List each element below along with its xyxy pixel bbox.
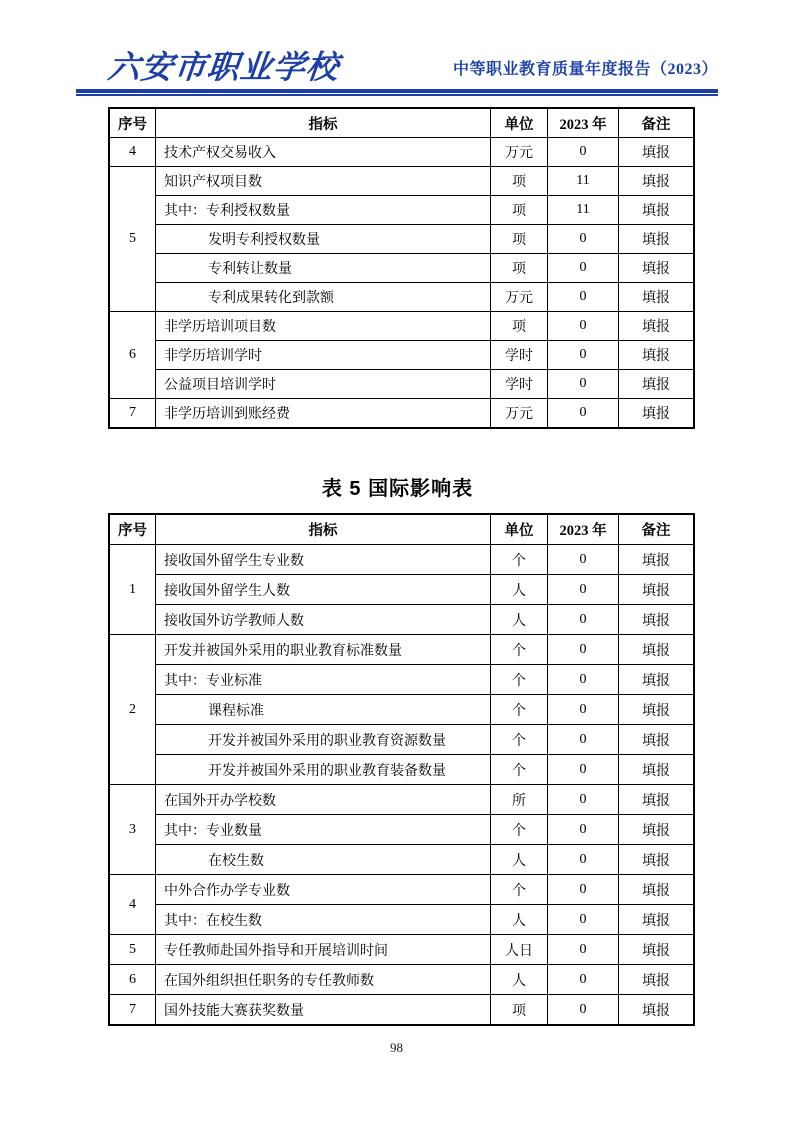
cell-year-value: 0 bbox=[548, 695, 619, 725]
cell-year-value: 0 bbox=[548, 575, 619, 605]
table-row bbox=[109, 815, 694, 845]
table-row bbox=[109, 725, 694, 755]
cell-year-value: 0 bbox=[548, 399, 619, 429]
column-header-note: 备注 bbox=[619, 514, 695, 545]
table-header bbox=[109, 514, 694, 545]
cell-note: 填报 bbox=[619, 254, 695, 283]
cell-note: 填报 bbox=[619, 283, 695, 312]
cell-indicator: 在国外组织担任职务的专任教师数 bbox=[156, 965, 491, 995]
table-row bbox=[109, 755, 694, 785]
cell-note: 填报 bbox=[619, 935, 695, 965]
table-body bbox=[109, 545, 694, 1026]
table-row bbox=[109, 254, 694, 283]
cell-indicator: 开发并被国外采用的职业教育标准数量 bbox=[156, 635, 491, 665]
cell-note: 填报 bbox=[619, 167, 695, 196]
column-header-year: 2023 年 bbox=[548, 108, 619, 138]
cell-note: 填报 bbox=[619, 312, 695, 341]
page-number: 98 bbox=[390, 1040, 403, 1055]
school-logo: 六安市职业学校 bbox=[106, 48, 342, 86]
cell-indicator: 开发并被国外采用的职业教育装备数量 bbox=[156, 755, 491, 785]
cell-indicator: 非学历培训学时 bbox=[156, 341, 491, 370]
cell-indicator: 其中：专业标准 bbox=[156, 665, 491, 695]
cell-year-value: 0 bbox=[548, 138, 619, 167]
table-row bbox=[109, 605, 694, 635]
cell-note: 填报 bbox=[619, 725, 695, 755]
cell-note: 填报 bbox=[619, 635, 695, 665]
table-row bbox=[109, 312, 694, 341]
table-row bbox=[109, 845, 694, 875]
table-row bbox=[109, 875, 694, 905]
cell-note: 填报 bbox=[619, 341, 695, 370]
table-row bbox=[109, 225, 694, 254]
indicator-table-continued bbox=[108, 107, 695, 429]
cell-indicator: 接收国外留学生人数 bbox=[156, 575, 491, 605]
cell-indicator: 接收国外访学教师人数 bbox=[156, 605, 491, 635]
cell-unit: 个 bbox=[491, 755, 548, 785]
table-row bbox=[109, 785, 694, 815]
cell-year-value: 0 bbox=[548, 965, 619, 995]
cell-year-value: 0 bbox=[548, 312, 619, 341]
cell-year-value: 0 bbox=[548, 254, 619, 283]
cell-unit: 个 bbox=[491, 725, 548, 755]
cell-note: 填报 bbox=[619, 995, 695, 1026]
cell-unit: 人 bbox=[491, 845, 548, 875]
table5-title: 表 5 国际影响表 bbox=[321, 478, 474, 500]
cell-year-value: 0 bbox=[548, 815, 619, 845]
cell-year-value: 11 bbox=[548, 167, 619, 196]
cell-indicator: 中外合作办学专业数 bbox=[156, 875, 491, 905]
cell-indicator: 课程标准 bbox=[156, 695, 491, 725]
cell-indicator: 接收国外留学生专业数 bbox=[156, 545, 491, 575]
cell-indicator: 国外技能大赛获奖数量 bbox=[156, 995, 491, 1026]
column-header-indicator: 指标 bbox=[156, 108, 491, 138]
cell-note: 填报 bbox=[619, 845, 695, 875]
cell-indicator: 公益项目培训学时 bbox=[156, 370, 491, 399]
cell-year-value: 0 bbox=[548, 370, 619, 399]
cell-year-value: 0 bbox=[548, 341, 619, 370]
cell-unit: 项 bbox=[491, 167, 548, 196]
cell-unit: 项 bbox=[491, 312, 548, 341]
cell-year-value: 0 bbox=[548, 283, 619, 312]
table-body bbox=[109, 138, 694, 429]
table-header-row bbox=[109, 514, 694, 545]
cell-serial-number: 5 bbox=[109, 167, 156, 312]
column-header-year: 2023 年 bbox=[548, 514, 619, 545]
cell-serial-number: 6 bbox=[109, 965, 156, 995]
cell-unit: 人 bbox=[491, 965, 548, 995]
cell-serial-number: 7 bbox=[109, 399, 156, 429]
cell-note: 填报 bbox=[619, 815, 695, 845]
cell-year-value: 0 bbox=[548, 935, 619, 965]
column-header-unit: 单位 bbox=[491, 108, 548, 138]
column-header-serial: 序号 bbox=[109, 514, 156, 545]
cell-unit: 人 bbox=[491, 575, 548, 605]
cell-note: 填报 bbox=[619, 785, 695, 815]
cell-unit: 人 bbox=[491, 905, 548, 935]
cell-year-value: 11 bbox=[548, 196, 619, 225]
cell-unit: 项 bbox=[491, 225, 548, 254]
cell-year-value: 0 bbox=[548, 845, 619, 875]
cell-indicator: 其中：在校生数 bbox=[156, 905, 491, 935]
cell-note: 填报 bbox=[619, 399, 695, 429]
cell-unit: 万元 bbox=[491, 283, 548, 312]
table-row bbox=[109, 965, 694, 995]
cell-indicator: 在校生数 bbox=[156, 845, 491, 875]
cell-indicator: 发明专利授权数量 bbox=[156, 225, 491, 254]
table-row bbox=[109, 167, 694, 196]
cell-indicator: 技术产权交易收入 bbox=[156, 138, 491, 167]
cell-note: 填报 bbox=[619, 605, 695, 635]
cell-note: 填报 bbox=[619, 875, 695, 905]
cell-unit: 项 bbox=[491, 196, 548, 225]
cell-note: 填报 bbox=[619, 755, 695, 785]
cell-unit: 个 bbox=[491, 875, 548, 905]
cell-serial-number: 3 bbox=[109, 785, 156, 875]
cell-serial-number: 2 bbox=[109, 635, 156, 785]
cell-year-value: 0 bbox=[548, 545, 619, 575]
column-header-indicator: 指标 bbox=[156, 514, 491, 545]
table-row bbox=[109, 995, 694, 1026]
cell-indicator: 专利转让数量 bbox=[156, 254, 491, 283]
header-rule-thick bbox=[76, 89, 718, 93]
table-row bbox=[109, 545, 694, 575]
cell-unit: 人 bbox=[491, 605, 548, 635]
cell-serial-number: 4 bbox=[109, 138, 156, 167]
column-header-note: 备注 bbox=[619, 108, 695, 138]
cell-year-value: 0 bbox=[548, 875, 619, 905]
report-title: 中等职业教育质量年度报告（2023） bbox=[452, 61, 718, 79]
cell-note: 填报 bbox=[619, 225, 695, 254]
cell-unit: 个 bbox=[491, 545, 548, 575]
cell-year-value: 0 bbox=[548, 905, 619, 935]
cell-year-value: 0 bbox=[548, 225, 619, 254]
cell-unit: 个 bbox=[491, 815, 548, 845]
cell-indicator: 其中：专业数量 bbox=[156, 815, 491, 845]
cell-unit: 所 bbox=[491, 785, 548, 815]
cell-indicator: 知识产权项目数 bbox=[156, 167, 491, 196]
page-header bbox=[76, 48, 718, 96]
column-header-serial: 序号 bbox=[109, 108, 156, 138]
cell-note: 填报 bbox=[619, 575, 695, 605]
cell-unit: 学时 bbox=[491, 370, 548, 399]
cell-serial-number: 5 bbox=[109, 935, 156, 965]
cell-note: 填报 bbox=[619, 545, 695, 575]
table-row bbox=[109, 370, 694, 399]
cell-indicator: 在国外开办学校数 bbox=[156, 785, 491, 815]
table-row bbox=[109, 935, 694, 965]
international-influence-table bbox=[108, 513, 695, 1026]
table-row bbox=[109, 575, 694, 605]
table-row bbox=[109, 695, 694, 725]
cell-unit: 万元 bbox=[491, 399, 548, 429]
table-row bbox=[109, 283, 694, 312]
cell-note: 填报 bbox=[619, 695, 695, 725]
cell-note: 填报 bbox=[619, 965, 695, 995]
cell-year-value: 0 bbox=[548, 635, 619, 665]
cell-note: 填报 bbox=[619, 665, 695, 695]
cell-indicator: 其中：专利授权数量 bbox=[156, 196, 491, 225]
cell-unit: 个 bbox=[491, 635, 548, 665]
table-header-row bbox=[109, 108, 694, 138]
cell-note: 填报 bbox=[619, 138, 695, 167]
table-row bbox=[109, 665, 694, 695]
cell-note: 填报 bbox=[619, 905, 695, 935]
cell-year-value: 0 bbox=[548, 725, 619, 755]
cell-unit: 项 bbox=[491, 254, 548, 283]
table-row bbox=[109, 341, 694, 370]
table-row bbox=[109, 138, 694, 167]
cell-note: 填报 bbox=[619, 370, 695, 399]
table-row bbox=[109, 905, 694, 935]
cell-year-value: 0 bbox=[548, 605, 619, 635]
cell-year-value: 0 bbox=[548, 665, 619, 695]
table-row bbox=[109, 399, 694, 429]
cell-indicator: 非学历培训到账经费 bbox=[156, 399, 491, 429]
cell-unit: 个 bbox=[491, 665, 548, 695]
cell-unit: 个 bbox=[491, 695, 548, 725]
cell-year-value: 0 bbox=[548, 995, 619, 1026]
table-row bbox=[109, 196, 694, 225]
cell-serial-number: 6 bbox=[109, 312, 156, 399]
table-header bbox=[109, 108, 694, 138]
cell-note: 填报 bbox=[619, 196, 695, 225]
cell-unit: 万元 bbox=[491, 138, 548, 167]
column-header-unit: 单位 bbox=[491, 514, 548, 545]
cell-indicator: 非学历培训项目数 bbox=[156, 312, 491, 341]
cell-indicator: 专任教师赴国外指导和开展培训时间 bbox=[156, 935, 491, 965]
cell-indicator: 专利成果转化到款额 bbox=[156, 283, 491, 312]
cell-serial-number: 1 bbox=[109, 545, 156, 635]
cell-year-value: 0 bbox=[548, 755, 619, 785]
cell-unit: 人日 bbox=[491, 935, 548, 965]
header-rule-thin bbox=[76, 94, 718, 96]
cell-serial-number: 4 bbox=[109, 875, 156, 935]
table-row bbox=[109, 635, 694, 665]
cell-unit: 项 bbox=[491, 995, 548, 1026]
cell-year-value: 0 bbox=[548, 785, 619, 815]
cell-indicator: 开发并被国外采用的职业教育资源数量 bbox=[156, 725, 491, 755]
cell-serial-number: 7 bbox=[109, 995, 156, 1026]
cell-unit: 学时 bbox=[491, 341, 548, 370]
